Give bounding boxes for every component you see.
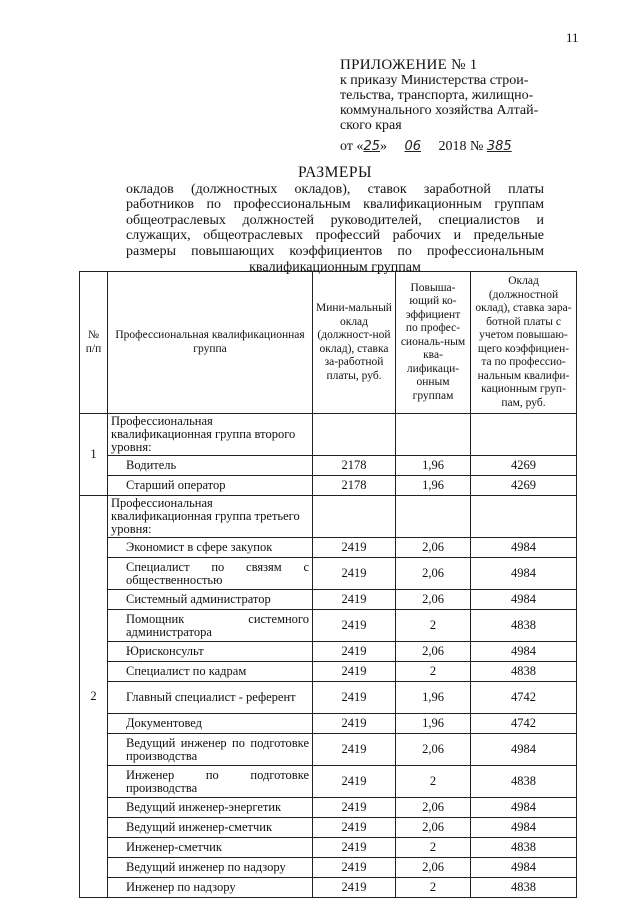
header-coefficient: Повыша-ющий ко-эффициент по профес-сиональ-ным ква-лификаци-онным группам [396, 272, 471, 414]
appendix-line: коммунального хозяйства Алтай- [340, 103, 539, 118]
table-row [80, 662, 577, 682]
order-number: 385 [486, 139, 512, 154]
table-row [80, 682, 577, 714]
min-salary-value: 2419 [313, 642, 396, 662]
coefficient-value: 1,96 [396, 714, 471, 734]
appendix-line: к приказу Министерства строи- [340, 73, 529, 88]
position-name: Ведущий инженер по надзору [108, 858, 313, 878]
heading-title: РАЗМЕРЫ [297, 164, 373, 181]
coefficient-value: 2 [396, 766, 471, 798]
salary-value: 4269 [471, 456, 577, 476]
salary-value: 4838 [471, 662, 577, 682]
salary-value: 4838 [471, 610, 577, 642]
group-name: Профессиональная квалификационная группа третьего уровня: [108, 496, 313, 538]
date-year: 2018 № [438, 139, 484, 154]
coefficient-value: 2 [396, 838, 471, 858]
salary-value: 4984 [471, 858, 577, 878]
min-salary-value: 2178 [313, 476, 396, 496]
min-salary-value: 2419 [313, 766, 396, 798]
date-day: 25 [363, 139, 380, 154]
coefficient-value: 2 [396, 662, 471, 682]
coefficient-value: 2,06 [396, 858, 471, 878]
position-name: Ведущий инженер по подготовке производства [108, 734, 313, 766]
coefficient-value: 1,96 [396, 456, 471, 476]
position-name: Юрисконсульт [108, 642, 313, 662]
coefficient-value: 2,06 [396, 558, 471, 590]
appendix-title: ПРИЛОЖЕНИЕ № 1 [340, 57, 478, 73]
group-row [80, 496, 577, 538]
table-row [80, 642, 577, 662]
table-row [80, 558, 577, 590]
position-name: Специалист по кадрам [108, 662, 313, 682]
salary-value: 4984 [471, 642, 577, 662]
min-salary-value: 2419 [313, 558, 396, 590]
table-row [80, 734, 577, 766]
position-name: Инженер по надзору [108, 878, 313, 898]
table-row [80, 878, 577, 898]
table-row [80, 476, 577, 496]
appendix-line: ского края [340, 118, 402, 133]
min-salary-value: 2419 [313, 714, 396, 734]
salary-value: 4984 [471, 538, 577, 558]
coefficient-value: 2 [396, 610, 471, 642]
document-heading [126, 165, 544, 275]
position-name: Старший оператор [108, 476, 313, 496]
position-name: Специалист по связям с общественностью [108, 558, 313, 590]
group-index: 1 [80, 414, 108, 496]
table-row [80, 456, 577, 476]
salary-value: 4269 [471, 476, 577, 496]
table-row [80, 858, 577, 878]
min-salary-value: 2419 [313, 878, 396, 898]
heading-subtitle: окладов (должностных окладов), ставок заработной платы работников по профессиональным квалификационным группам общеотраслевых должностей руководителей, специалистов и служащих, общеотраслевых профессий рабочих и предельные размеры повышающих коэффициентов по профессиональным квалификационным группам [126, 181, 544, 275]
group-name: Профессиональная квалификационная группа второго уровня: [108, 414, 313, 456]
min-salary-value: 2419 [313, 538, 396, 558]
salary-value: 4838 [471, 838, 577, 858]
salary-value: 4984 [471, 818, 577, 838]
min-salary-value: 2419 [313, 818, 396, 838]
coefficient-value: 2,06 [396, 734, 471, 766]
header-num: № п/п [80, 272, 108, 414]
header-min-salary: Мини-мальный оклад (должност-ной оклад), ставка за-работной платы, руб. [313, 272, 396, 414]
min-salary-value: 2419 [313, 610, 396, 642]
min-salary-value: 2178 [313, 456, 396, 476]
position-name: Инженер-сметчик [108, 838, 313, 858]
group-index: 2 [80, 496, 108, 898]
position-name: Помощник системного администратора [108, 610, 313, 642]
appendix-block [340, 58, 570, 154]
salary-value: 4742 [471, 682, 577, 714]
coefficient-value: 2,06 [396, 798, 471, 818]
min-salary-value: 2419 [313, 682, 396, 714]
position-name: Документовед [108, 714, 313, 734]
appendix-date-line [340, 139, 570, 154]
empty-cell [471, 414, 577, 456]
position-name: Инженер по подготовке производства [108, 766, 313, 798]
table-row [80, 766, 577, 798]
min-salary-value: 2419 [313, 858, 396, 878]
position-name: Системный администратор [108, 590, 313, 610]
salary-value: 4838 [471, 878, 577, 898]
date-mid: » [379, 139, 387, 154]
table-row [80, 838, 577, 858]
salary-value: 4984 [471, 734, 577, 766]
group-row [80, 414, 577, 456]
coefficient-value: 2 [396, 878, 471, 898]
position-name: Главный специалист - референт [108, 682, 313, 714]
min-salary-value: 2419 [313, 838, 396, 858]
table-row [80, 798, 577, 818]
table-row [80, 590, 577, 610]
header-salary: Оклад (должностной оклад), ставка зара-ботной платы с учетом повышаю-щего коэффициен-та по профессио-нальным квалифи-кационным груп-пам, руб. [471, 272, 577, 414]
header-group: Профессиональная квалификационная группа [108, 272, 313, 414]
min-salary-value: 2419 [313, 662, 396, 682]
position-name: Водитель [108, 456, 313, 476]
table-row [80, 714, 577, 734]
coefficient-value: 1,96 [396, 476, 471, 496]
salary-value: 4742 [471, 714, 577, 734]
min-salary-value: 2419 [313, 734, 396, 766]
page-number: 11 [566, 30, 579, 45]
position-name: Ведущий инженер-энергетик [108, 798, 313, 818]
salary-value: 4838 [471, 766, 577, 798]
coefficient-value: 2,06 [396, 538, 471, 558]
coefficient-value: 2,06 [396, 642, 471, 662]
empty-cell [396, 414, 471, 456]
min-salary-value: 2419 [313, 590, 396, 610]
empty-cell [471, 496, 577, 538]
position-name: Ведущий инженер-сметчик [108, 818, 313, 838]
coefficient-value: 2,06 [396, 590, 471, 610]
salary-value: 4984 [471, 798, 577, 818]
table-row [80, 818, 577, 838]
salary-value: 4984 [471, 558, 577, 590]
empty-cell [396, 496, 471, 538]
date-prefix: от « [340, 139, 364, 154]
table-row [80, 610, 577, 642]
appendix-line: тельства, транспорта, жилищно- [340, 88, 534, 103]
salary-table [79, 271, 577, 898]
table-header-row [80, 272, 577, 414]
empty-cell [313, 414, 396, 456]
table-body [80, 414, 577, 898]
position-name: Экономист в сфере закупок [108, 538, 313, 558]
salary-value: 4984 [471, 590, 577, 610]
date-month: 06 [404, 139, 422, 154]
coefficient-value: 2,06 [396, 818, 471, 838]
empty-cell [313, 496, 396, 538]
min-salary-value: 2419 [313, 798, 396, 818]
coefficient-value: 1,96 [396, 682, 471, 714]
table-row [80, 538, 577, 558]
